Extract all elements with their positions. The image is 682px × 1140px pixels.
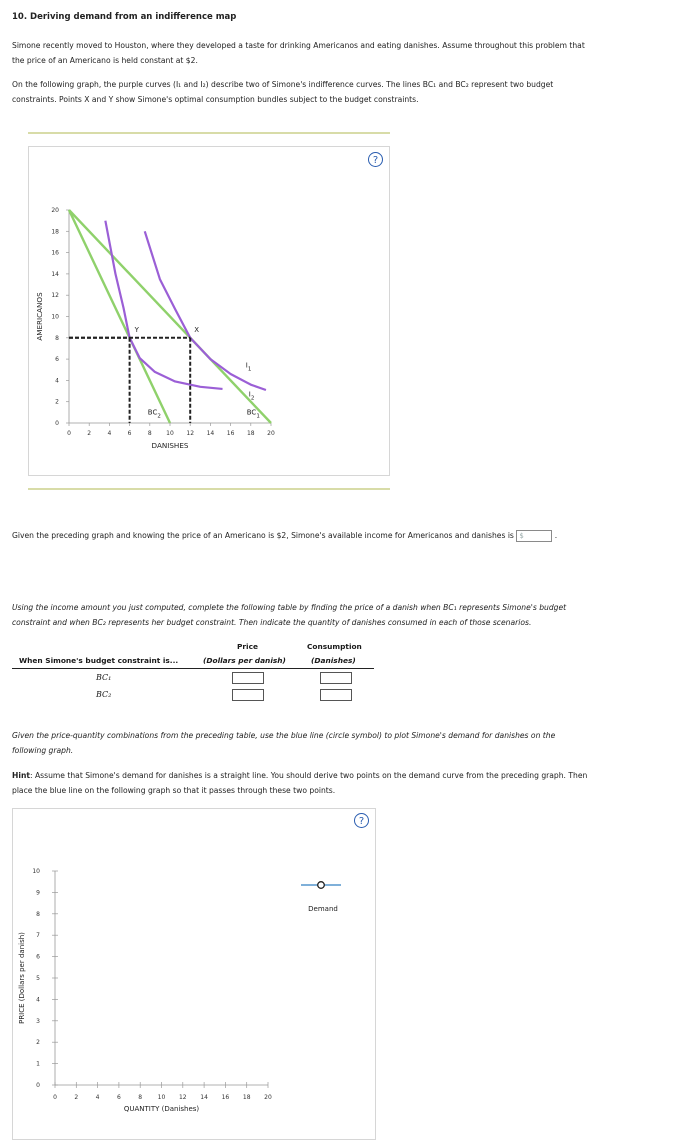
col-header-consumption-unit: (Danishes) (311, 656, 356, 665)
y-tick-label: 2 (36, 1039, 40, 1047)
bc2-price-input[interactable] (232, 689, 264, 701)
y-tick-label: 6 (36, 953, 40, 961)
y-tick-label: 10 (51, 313, 59, 321)
bc2-consumption-input[interactable] (320, 689, 352, 701)
x-tick-label: 14 (206, 430, 215, 437)
x-tick-label: 0 (67, 430, 71, 437)
hint-line-2: place the blue line on the following graph so that it passes through these two points. (12, 786, 336, 795)
x-tick-label: 14 (200, 1094, 208, 1101)
x-tick-label: 10 (166, 430, 174, 437)
y-tick-label: 2 (55, 398, 59, 406)
budget-line-bc1 (69, 210, 271, 423)
x-tick-label: 12 (186, 430, 195, 437)
x-tick-label: 4 (95, 1094, 100, 1101)
y-tick-label: 20 (51, 207, 59, 214)
plot-instr-line-1: Given the price-quantity combinations from the preceding table, use the blue line (circle symbol) to plot Simone's demand for danishes on the (12, 731, 556, 740)
plot-instructions (12, 728, 652, 758)
y-tick-label: 8 (55, 334, 59, 342)
label-bc1: $BC_1$ (246, 408, 260, 420)
x-tick-label: 0 (53, 1094, 57, 1101)
y-axis-title: PRICE (Dollars per danish) (18, 932, 26, 1024)
y-tick-label: 6 (55, 356, 59, 364)
x-tick-label: 2 (74, 1094, 79, 1101)
budget-line-bc2 (69, 210, 170, 423)
col-header-price-unit: (Dollars per danish) (203, 656, 286, 665)
plot-instr-line-2: following graph. (12, 746, 74, 755)
table-instr-line-2: constraint and when BC₂ represents her budget constraint. Then indicate the quantity of danishes consumed in each of those scenarios. (12, 618, 532, 627)
x-tick-label: 12 (178, 1094, 187, 1101)
col-header-scenario: When Simone's budget constraint is... (19, 656, 179, 665)
x-tick-label: 18 (246, 430, 255, 437)
x-tick-label: 6 (127, 430, 132, 437)
hint-text (12, 768, 652, 798)
problem-title: 10. Deriving demand from an indifference map (12, 12, 237, 22)
x-axis-title: DANISHES (151, 441, 189, 450)
income-question-text: Given the preceding graph and knowing the price of an Americano is $2, Simone's available income for Americanos and danishes is (12, 531, 514, 540)
row-label-bc1: BC₁ (96, 673, 112, 682)
income-question-row (12, 528, 672, 543)
x-tick-label: 20 (267, 430, 275, 437)
label-i2: $I_2$ (248, 390, 255, 402)
demand-graph-panel (12, 808, 376, 1140)
y-tick-label: 9 (36, 889, 40, 897)
x-tick-label: 8 (138, 1094, 143, 1101)
point-label-y: Y (134, 325, 139, 334)
bc1-price-input[interactable] (232, 672, 264, 684)
y-tick-label: 8 (36, 910, 40, 918)
y-tick-label: 0 (36, 1082, 40, 1089)
y-tick-label: 5 (36, 975, 40, 982)
divider-bottom (28, 488, 390, 490)
col-header-price: Price (237, 642, 258, 651)
intro-line-1: Simone recently moved to Houston, where they developed a taste for drinking Americanos and eating danishes. Assume throughout this problem that (12, 41, 585, 50)
y-tick-label: 10 (32, 868, 40, 875)
table-instr-line-1: Using the income amount you just computed, complete the following table by finding the price of a danish when BC₁ represents Simone's budget (12, 603, 567, 612)
x-tick-label: 2 (87, 430, 92, 437)
income-input[interactable]: $ (516, 530, 552, 542)
x-axis-title: QUANTITY (Danishes) (123, 1105, 200, 1113)
legend-demand-label: Demand (308, 905, 338, 913)
x-tick-label: 6 (116, 1094, 121, 1101)
hint-line-1 (12, 768, 652, 783)
y-tick-label: 0 (55, 420, 59, 427)
table-instructions (12, 600, 652, 630)
x-tick-label: 18 (242, 1094, 251, 1101)
indifference-map-chart[interactable] (29, 147, 389, 475)
row-label-bc2: BC₂ (96, 690, 112, 699)
legend-demand-tool[interactable] (301, 882, 341, 913)
divider-top (28, 132, 390, 134)
legend-demand-circle-icon (318, 882, 325, 889)
indifference-curve-i2 (105, 221, 222, 389)
y-tick-label: 16 (51, 249, 59, 257)
y-axis-title: AMERICANOS (35, 292, 44, 341)
y-tick-label: 4 (55, 377, 59, 385)
indifference-graph-panel (28, 146, 390, 476)
table-header-rule (12, 668, 374, 669)
x-tick-label: 4 (107, 430, 112, 437)
intro-text (12, 38, 652, 68)
y-tick-label: 7 (36, 932, 40, 940)
label-bc2: $BC_2$ (147, 408, 161, 420)
x-tick-label: 10 (157, 1094, 166, 1101)
y-tick-label: 18 (51, 228, 59, 236)
point-label-x: X (194, 325, 199, 334)
bc1-consumption-input[interactable] (320, 672, 352, 684)
x-tick-label: 8 (147, 430, 152, 437)
income-period: . (554, 531, 558, 540)
hint-line-1-text: : Assume that Simone's demand for danishes is a straight line. You should derive two points on the demand curve from the preceding graph. Then (30, 771, 588, 780)
graph-desc-line-2: constraints. Points X and Y show Simone's optimal consumption bundles subject to the budget constraints. (12, 95, 419, 104)
x-tick-label: 16 (221, 1094, 230, 1101)
y-tick-label: 12 (51, 292, 59, 300)
x-tick-label: 16 (226, 430, 235, 437)
x-tick-label: 20 (264, 1094, 272, 1101)
price-consumption-table (12, 640, 374, 704)
y-tick-label: 4 (36, 996, 40, 1004)
demand-chart[interactable] (13, 809, 375, 1139)
label-i1: $I_1$ (245, 361, 252, 373)
y-tick-label: 14 (51, 270, 59, 278)
hint-label: Hint (12, 771, 30, 780)
col-header-consumption: Consumption (307, 642, 362, 651)
y-tick-label: 1 (36, 1060, 40, 1068)
graph-desc-line-1: On the following graph, the purple curves (I₁ and I₂) describe two of Simone's indifference curves. The lines BC₁ and BC₂ represent two budget (12, 80, 554, 89)
intro-line-2: the price of an Americano is held constant at $2. (12, 56, 198, 65)
help-icon-demand[interactable]: ? (354, 813, 369, 828)
graph-description (12, 77, 652, 107)
help-icon[interactable]: ? (368, 152, 383, 167)
y-tick-label: 3 (36, 1017, 40, 1025)
